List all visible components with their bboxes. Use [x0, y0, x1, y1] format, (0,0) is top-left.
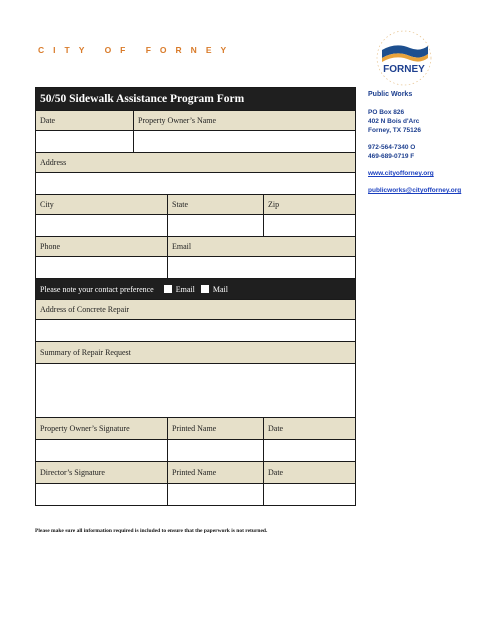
summary-field[interactable] — [36, 364, 355, 417]
city-header: CITY OF FORNEY — [38, 45, 236, 55]
state-field[interactable] — [167, 215, 263, 236]
svg-text:FORNEY: FORNEY — [383, 64, 425, 75]
director-signature-field[interactable] — [36, 484, 167, 505]
owner-signature-label: Property Owner’s Signature — [36, 418, 167, 439]
concrete-address-label: Address of Concrete Repair — [36, 300, 355, 319]
footnote: Please make sure all information required is included to ensure that the paperwork is not returned. — [35, 528, 268, 534]
director-printed-name-label: Printed Name — [167, 462, 263, 483]
email-link[interactable]: publicworks@cityofforney.org — [368, 187, 462, 194]
department-name: Public Works — [368, 91, 413, 98]
director-signature-label: Director’s Signature — [36, 462, 167, 483]
address-label: Address — [36, 153, 355, 172]
sidewalk-form — [35, 87, 356, 506]
zip-label: Zip — [263, 195, 355, 214]
address-line-3: Forney, TX 75126 — [368, 127, 421, 134]
date-label: Date — [36, 111, 133, 130]
contact-preference-row — [36, 279, 355, 299]
signature-date-field[interactable] — [263, 440, 355, 461]
owner-name-field[interactable] — [133, 131, 355, 152]
email-label: Email — [167, 237, 355, 256]
phone-fax: 469-689-0719 F — [368, 153, 415, 160]
contact-info — [368, 90, 461, 201]
pref-email-label: Email — [175, 284, 195, 294]
concrete-address-field[interactable] — [36, 320, 355, 341]
city-logo — [366, 28, 442, 88]
website-link[interactable]: www.cityofforney.org — [368, 170, 434, 177]
printed-name-label: Printed Name — [167, 418, 263, 439]
email-field[interactable] — [167, 257, 355, 278]
owner-name-label: Property Owner’s Name — [133, 111, 355, 130]
signature-date-label: Date — [263, 418, 355, 439]
director-date-label: Date — [263, 462, 355, 483]
phone-office: 972-564-7340 O — [368, 144, 416, 151]
pref-mail-label: Mail — [212, 284, 228, 294]
city-field[interactable] — [36, 215, 167, 236]
address-field[interactable] — [36, 173, 355, 194]
summary-label: Summary of Repair Request — [36, 342, 355, 363]
owner-signature-field[interactable] — [36, 440, 167, 461]
printed-name-field[interactable] — [167, 440, 263, 461]
form-title: 50/50 Sidewalk Assistance Program Form — [36, 88, 355, 110]
city-label: City — [36, 195, 167, 214]
address-line-1: PO Box 826 — [368, 109, 405, 116]
director-date-field[interactable] — [263, 484, 355, 505]
director-printed-name-field[interactable] — [167, 484, 263, 505]
address-line-2: 402 N Bois d'Arc — [368, 118, 420, 125]
phone-field[interactable] — [36, 257, 167, 278]
contact-preference-label: Please note your contact preference — [40, 284, 154, 294]
mail-checkbox[interactable] — [201, 285, 209, 293]
email-checkbox[interactable] — [164, 285, 172, 293]
date-field[interactable] — [36, 131, 133, 152]
state-label: State — [167, 195, 263, 214]
zip-field[interactable] — [263, 215, 355, 236]
phone-label: Phone — [36, 237, 167, 256]
